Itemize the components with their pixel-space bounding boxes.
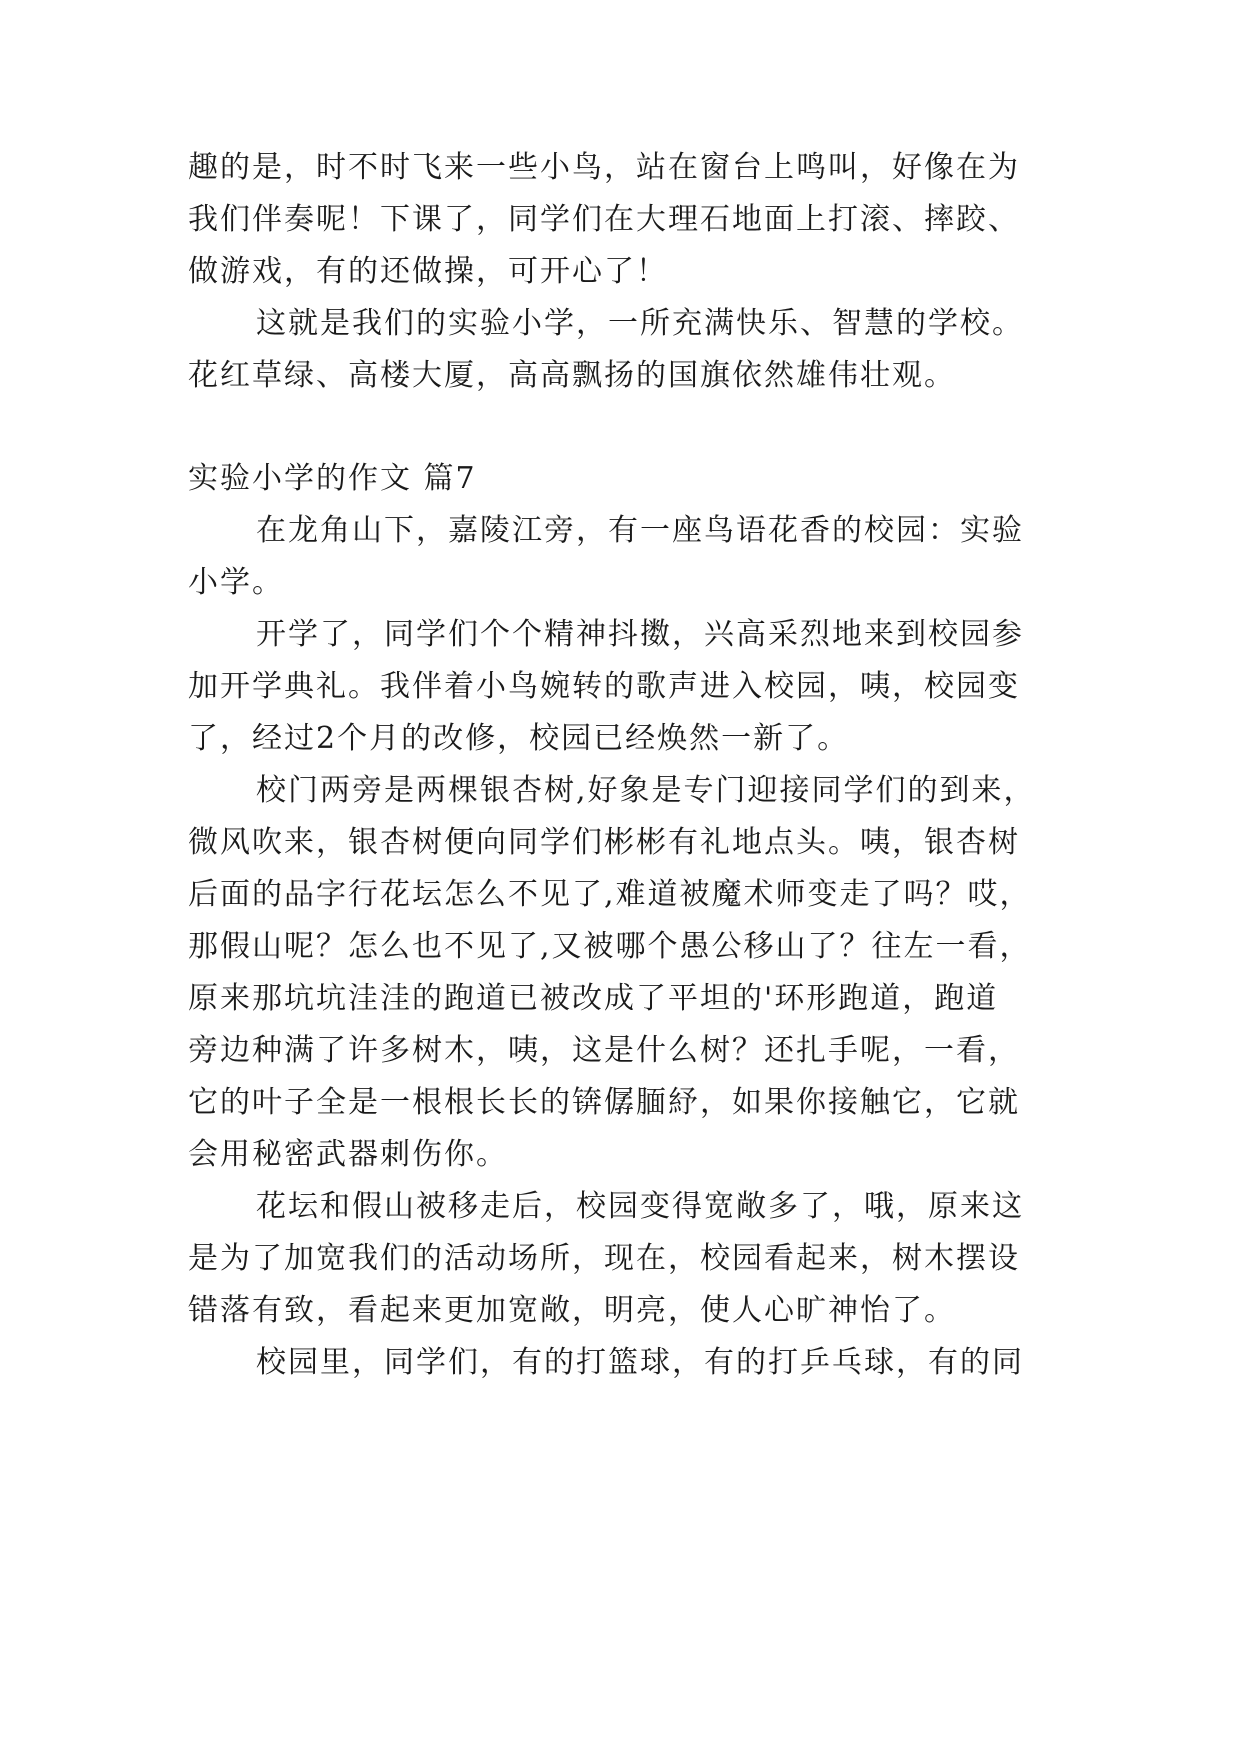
paragraph-line: 会用秘密武器刺伤你。 (188, 1137, 508, 1172)
paragraph-line: 这就是我们的实验小学，一所充满快乐、智慧的学校。 (256, 306, 1024, 341)
paragraph-line: 原来那坑坑洼洼的跑道已被改成了平坦的'环形跑道，跑道 (188, 981, 999, 1016)
section-heading: 实验小学的作文 篇7 (188, 461, 477, 496)
paragraph-line: 在龙角山下，嘉陵江旁，有一座鸟语花香的校园：实验 (256, 513, 1024, 548)
paragraph-line: 校园里，同学们，有的打篮球，有的打乒乓球，有的同 (256, 1345, 1024, 1380)
paragraph-line: 那假山呢？怎么也不见了,又被哪个愚公移山了？往左一看， (188, 929, 1032, 964)
paragraph-line: 微风吹来，银杏树便向同学们彬彬有礼地点头。咦，银杏树 (188, 825, 1020, 860)
paragraph-line: 我们伴奏呢！下课了，同学们在大理石地面上打滚、摔跤、 (188, 202, 1020, 237)
paragraph-line: 小学。 (188, 565, 284, 600)
paragraph-line: 趣的是，时不时飞来一些小鸟，站在窗台上鸣叫，好像在为 (188, 150, 1020, 185)
paragraph-line: 了，经过2个月的改修，校园已经焕然一新了。 (188, 721, 850, 756)
paragraph-line: 它的叶子全是一根根长长的锛僝腼紓，如果你接触它，它就 (188, 1085, 1020, 1120)
paragraph-line: 是为了加宽我们的活动场所，现在，校园看起来，树木摆设 (188, 1241, 1020, 1276)
paragraph-line: 做游戏，有的还做操，可开心了！ (188, 254, 668, 289)
paragraph-line: 加开学典礼。我伴着小鸟婉转的歌声进入校园，咦，校园变 (188, 669, 1020, 704)
paragraph-line: 旁边种满了许多树木，咦，这是什么树？还扎手呢，一看， (188, 1033, 1020, 1068)
paragraph-line: 花坛和假山被移走后，校园变得宽敞多了，哦，原来这 (256, 1189, 1024, 1224)
paragraph-line: 花红草绿、高楼大厦，高高飘扬的国旗依然雄伟壮观。 (188, 358, 956, 393)
paragraph-line: 后面的品字行花坛怎么不见了,难道被魔术师变走了吗？哎， (188, 877, 1032, 912)
paragraph-line: 开学了，同学们个个精神抖擞，兴高采烈地来到校园参 (256, 617, 1024, 652)
paragraph-line: 校门两旁是两棵银杏树,好象是专门迎接同学们的到来， (256, 773, 1036, 808)
paragraph-line: 错落有致，看起来更加宽敞，明亮，使人心旷神怡了。 (188, 1293, 956, 1328)
